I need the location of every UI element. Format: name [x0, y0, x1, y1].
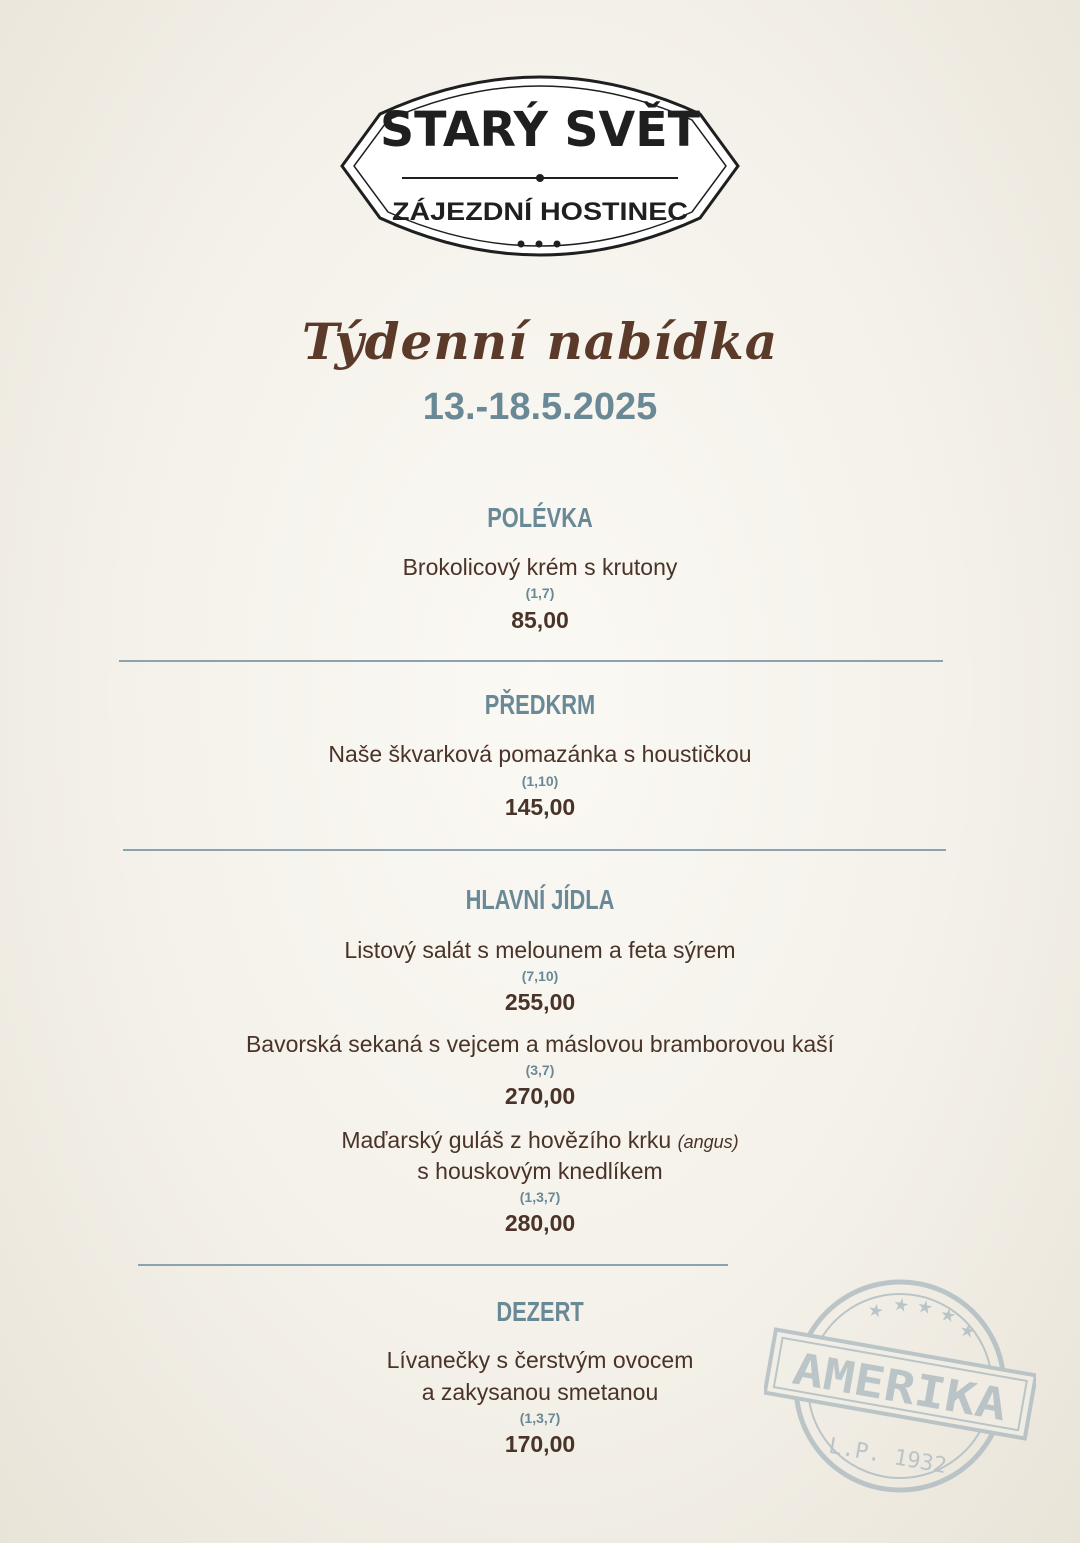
dish-price: 255,00: [504, 989, 576, 1015]
logo-subtitle: ZÁJEZDNÍ HOSTINEC: [392, 198, 651, 226]
logo-name: STARÝ SVĚT: [380, 102, 704, 158]
dish-price: 270,00: [504, 1083, 576, 1109]
dish-allergens: (3,7): [525, 1062, 555, 1078]
dish-allergens: (1,10): [521, 773, 559, 789]
section-heading-main-courses: HLAVNÍ JÍDLA: [465, 884, 615, 915]
dish-price: 85,00: [511, 607, 569, 633]
dish-allergens: (7,10): [521, 968, 559, 984]
star-icon: ★: [915, 1295, 935, 1320]
section-heading-starter: PŘEDKRM: [484, 689, 596, 720]
section-heading-dessert: DEZERT: [496, 1296, 584, 1327]
dish-name: Naše škvarková pomazánka s houstičkou: [328, 741, 752, 767]
menu-title: Týdenní nabídka: [301, 312, 779, 371]
dish-allergens: (1,3,7): [519, 1410, 561, 1426]
dish-allergens: (1,3,7): [519, 1189, 561, 1205]
restaurant-logo: [340, 58, 740, 274]
dish-price: 170,00: [504, 1431, 576, 1457]
dish-name: Listový salát s melounem a feta sýrem: [344, 937, 736, 963]
section-divider: [119, 660, 943, 662]
dish-name-line2: s houskovým knedlíkem: [417, 1158, 663, 1184]
dish-name: Brokolicový krém s krutony: [402, 554, 678, 580]
dish-name-line: [0, 1125, 1080, 1158]
dish-name: Maďarský guláš z hovězího krku: [341, 1127, 672, 1153]
star-icon: ★: [891, 1293, 911, 1318]
section-divider: [123, 849, 946, 851]
dish-note: (angus): [677, 1132, 739, 1152]
star-icon: ★: [865, 1299, 886, 1323]
stamp-year: L.P. 1932: [826, 1433, 949, 1480]
section-heading-soup: POLÉVKA: [487, 502, 593, 533]
dish-name-line2: a zakysanou smetanou: [421, 1379, 659, 1405]
stamp-text: AMERIKA: [788, 1343, 981, 1427]
dish-name: Bavorská sekaná s vejcem a máslovou bramborovou kaší: [245, 1031, 835, 1057]
star-icon: ★: [938, 1304, 958, 1328]
dish-name: Lívanečky s čerstvým ovocem: [386, 1347, 694, 1373]
amerika-stamp: [764, 1268, 1036, 1504]
dish-price: 280,00: [504, 1210, 576, 1236]
menu-date: 13.-18.5.2025: [422, 386, 658, 428]
dish-allergens: (1,7): [525, 585, 555, 601]
star-icon: ★: [957, 1319, 978, 1344]
section-divider: [138, 1264, 728, 1266]
dish-price: 145,00: [504, 794, 576, 820]
